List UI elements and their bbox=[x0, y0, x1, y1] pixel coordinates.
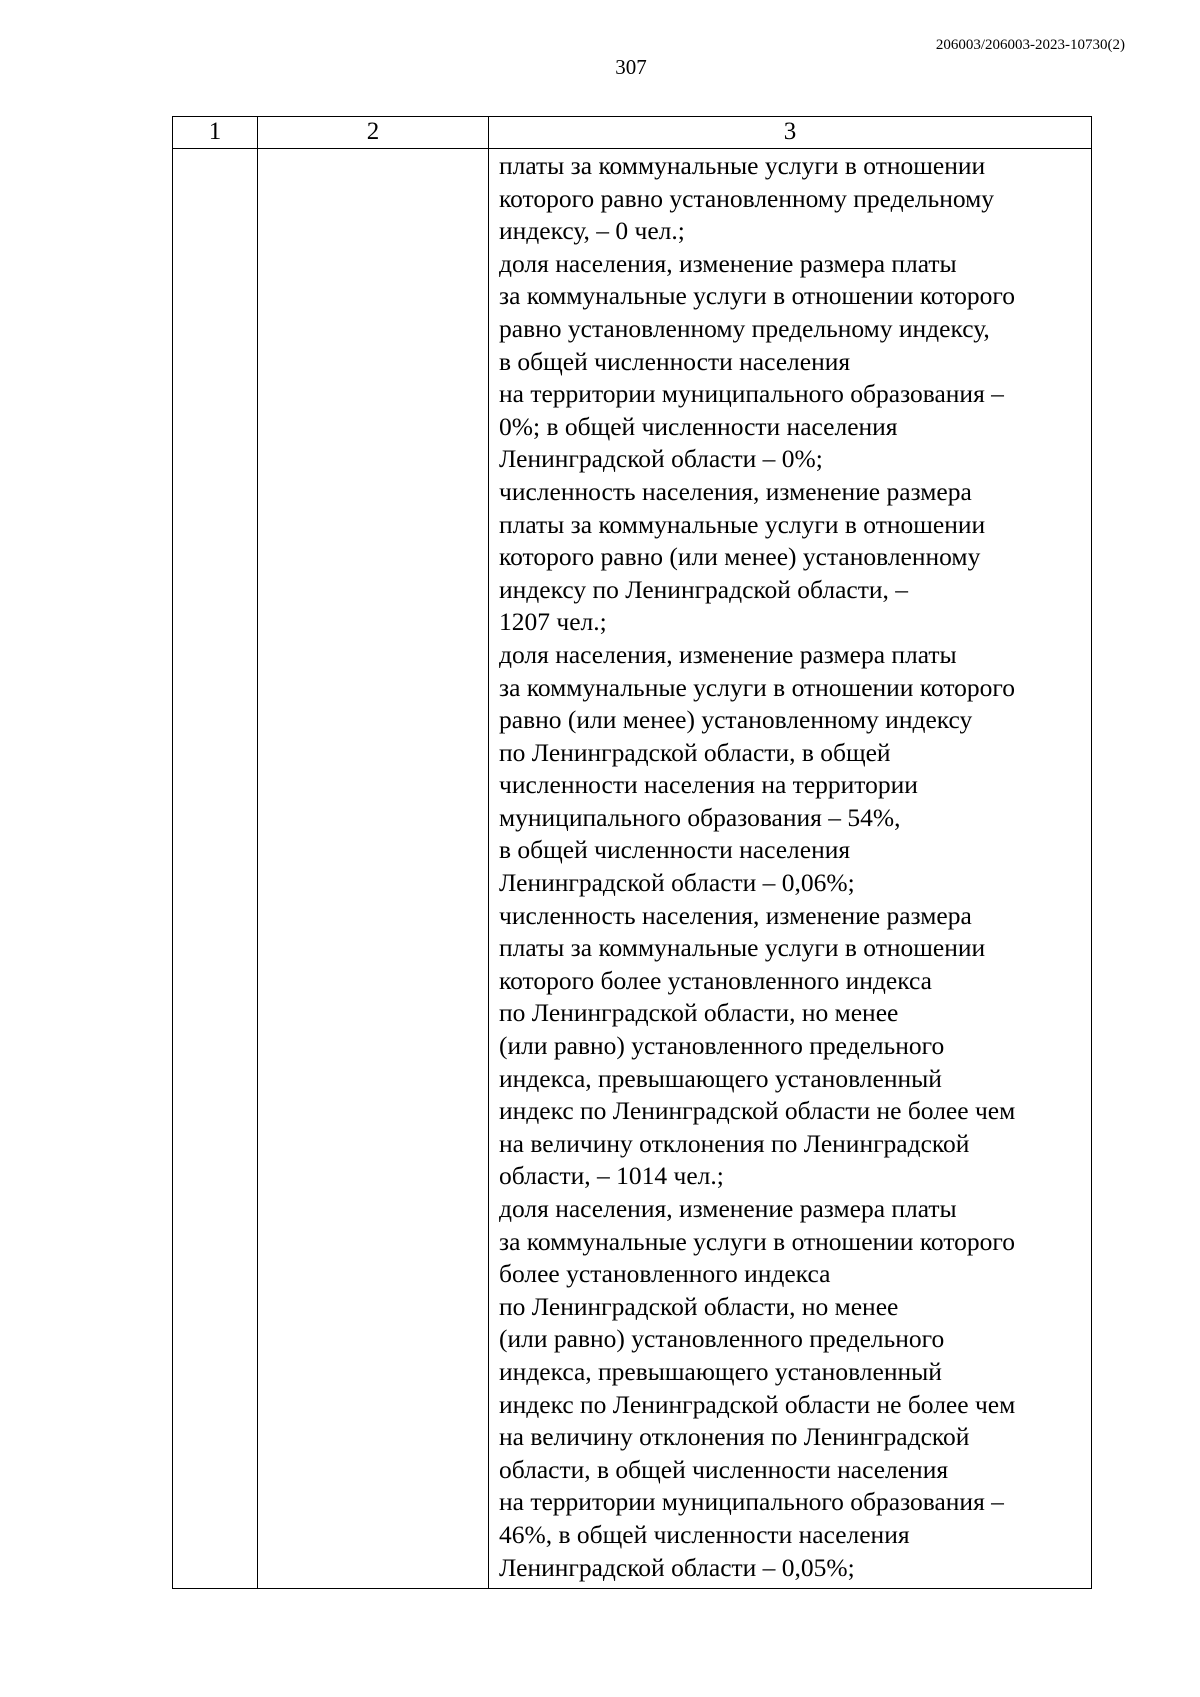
text-line: за коммунальные услуги в отношении которого bbox=[499, 281, 1015, 311]
text-line: области, – 1014 чел.; bbox=[499, 1161, 724, 1191]
text-line: (или равно) установленного предельного bbox=[499, 1324, 945, 1354]
text-line: равно установленному предельному индексу, bbox=[499, 313, 990, 343]
text-line: за коммунальные услуги в отношении которого bbox=[499, 672, 1015, 702]
table-header-row bbox=[173, 117, 1092, 149]
text-line: численности населения на территории bbox=[499, 770, 918, 800]
text-line: индексу, – 0 чел.; bbox=[499, 216, 685, 246]
text-line: индексу по Ленинградской области, – bbox=[499, 574, 909, 604]
text-line: которого равно (или менее) установленному bbox=[499, 542, 981, 572]
cell-col-1 bbox=[173, 149, 258, 1589]
text-line: доля населения, изменение размера платы bbox=[499, 248, 957, 278]
text-line: Ленинградской области – 0,06%; bbox=[499, 868, 855, 898]
text-line: по Ленинградской области, но менее bbox=[499, 1291, 899, 1321]
text-line: более установленного индекса bbox=[499, 1259, 831, 1289]
text-line: которого равно установленному предельному bbox=[499, 183, 995, 213]
text-line: в общей численности населения bbox=[499, 346, 851, 376]
text-line: численность населения, изменение размера bbox=[499, 900, 972, 930]
text-line: индекс по Ленинградской области не более чем bbox=[499, 1389, 1016, 1419]
text-line: которого более установленного индекса bbox=[499, 965, 932, 995]
text-line: на территории муниципального образования – bbox=[499, 1487, 1004, 1517]
text-line: 0%; в общей численности населения bbox=[499, 411, 898, 441]
text-line: индекса, превышающего установленный bbox=[499, 1356, 942, 1386]
text-line: равно (или менее) установленному индексу bbox=[499, 705, 973, 735]
text-line: доля населения, изменение размера платы bbox=[499, 639, 957, 669]
text-line: за коммунальные услуги в отношении которого bbox=[499, 1226, 1015, 1256]
text-line: численность населения, изменение размера bbox=[499, 476, 972, 506]
text-line: Ленинградской области – 0,05%; bbox=[499, 1552, 855, 1582]
text-line: индекс по Ленинградской области не более чем bbox=[499, 1096, 1016, 1126]
column-header-3: 3 bbox=[489, 117, 1092, 149]
text-line: индекса, превышающего установленный bbox=[499, 1063, 942, 1093]
text-line: в общей численности населения bbox=[499, 835, 851, 865]
column-header-1: 1 bbox=[173, 117, 258, 149]
text-line: платы за коммунальные услуги в отношении bbox=[499, 933, 986, 963]
text-line: 46%, в общей численности населения bbox=[499, 1519, 910, 1549]
page-number: 307 bbox=[615, 55, 647, 79]
text-line: на величину отклонения по Ленинградской bbox=[499, 1422, 970, 1452]
content-table bbox=[172, 116, 1092, 1589]
text-line: платы за коммунальные услуги в отношении bbox=[499, 509, 986, 539]
text-line: на территории муниципального образования – bbox=[499, 379, 1004, 409]
table-row bbox=[173, 149, 1092, 1589]
column-header-2: 2 bbox=[258, 117, 489, 149]
document-id: 206003/206003-2023-10730(2) bbox=[935, 37, 1125, 53]
text-line: на величину отклонения по Ленинградской bbox=[499, 1128, 970, 1158]
cell-col-3-text bbox=[489, 149, 1092, 1589]
text-line: Ленинградской области – 0%; bbox=[499, 444, 823, 474]
text-line: области, в общей численности населения bbox=[499, 1454, 949, 1484]
text-line: муниципального образования – 54%, bbox=[499, 802, 901, 832]
text-line: платы за коммунальные услуги в отношении bbox=[499, 151, 986, 180]
text-line: по Ленинградской области, в общей bbox=[499, 737, 891, 767]
cell-col-2 bbox=[258, 149, 489, 1589]
text-line: 1207 чел.; bbox=[499, 607, 607, 637]
text-line: (или равно) установленного предельного bbox=[499, 1031, 945, 1061]
text-line: по Ленинградской области, но менее bbox=[499, 998, 899, 1028]
text-line: доля населения, изменение размера платы bbox=[499, 1194, 957, 1223]
